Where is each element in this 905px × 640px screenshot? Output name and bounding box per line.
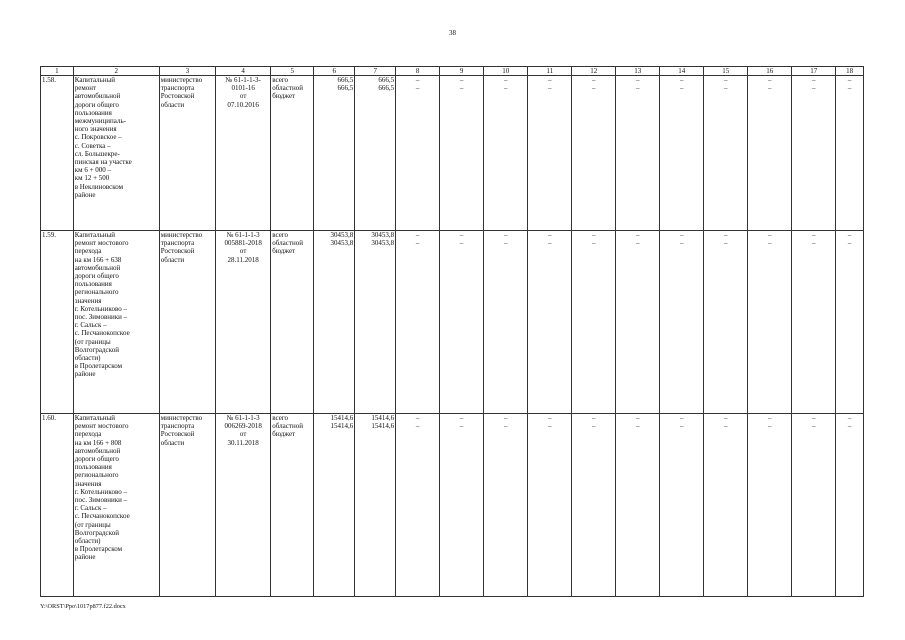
empty-cell: – – [660, 76, 704, 231]
funding-source: всего областной бюджет [271, 414, 314, 597]
empty-cell: – – [572, 231, 616, 414]
empty-cell: – – [616, 76, 660, 231]
funding-source: всего областной бюджет [271, 231, 314, 414]
value-col7: 30453,8 30453,8 [355, 231, 396, 414]
agency: министерство транспорта Ростовской области [159, 414, 215, 597]
object-name: Капитальный ремонт мостового перехода на км 166 + 808 автомобильной дороги общего пользования регионального значения г. Котельниково – пос. Зимовники – г. Сальск – с. Песчанокопское (от границы Волгоградской области) в Пролетарском районе [73, 414, 159, 597]
empty-cell: – – [704, 231, 748, 414]
empty-cell: – – [484, 231, 528, 414]
empty-cell: – – [440, 231, 484, 414]
budget-table [40, 66, 864, 597]
empty-cell: – – [836, 231, 864, 414]
empty-cell: – – [396, 76, 440, 231]
row-number: 1.60. [41, 414, 74, 597]
value-col6: 30453,8 30453,8 [314, 231, 355, 414]
row-number: 1.58. [41, 76, 74, 231]
empty-cell: – – [748, 76, 792, 231]
empty-cell: – – [528, 231, 572, 414]
table-row [41, 231, 864, 414]
header-cell: 2 [73, 67, 159, 76]
header-cell: 15 [704, 67, 748, 76]
empty-cell: – – [660, 414, 704, 597]
row-number: 1.59. [41, 231, 74, 414]
header-cell: 4 [216, 67, 271, 76]
empty-cell: – – [528, 76, 572, 231]
file-path-footer: Y:\ORST\Ppo\1017p877.f22.docx [40, 603, 126, 610]
value-col6: 15414,6 15414,6 [314, 414, 355, 597]
empty-cell: – – [616, 231, 660, 414]
header-row [41, 67, 864, 76]
empty-cell: – – [660, 231, 704, 414]
object-name: Капитальный ремонт мостового перехода на км 166 + 638 автомобильной дороги общего пользования регионального значения г. Котельниково – пос. Зимовники – г. Сальск – с. Песчанокопское (от границы Волгоградской области) в Пролетарском районе [73, 231, 159, 414]
empty-cell: – – [792, 76, 836, 231]
header-cell: 13 [616, 67, 660, 76]
empty-cell: – – [484, 76, 528, 231]
empty-cell: – – [528, 414, 572, 597]
empty-cell: – – [748, 414, 792, 597]
header-cell: 8 [396, 67, 440, 76]
empty-cell: – – [572, 414, 616, 597]
header-cell: 3 [159, 67, 215, 76]
header-cell: 5 [271, 67, 314, 76]
empty-cell: – – [748, 231, 792, 414]
header-cell: 10 [484, 67, 528, 76]
header-cell: 1 [41, 67, 74, 76]
funding-source: всего областной бюджет [271, 76, 314, 231]
empty-cell: – – [836, 414, 864, 597]
document-ref: № 61-1-1-3- 0101-16 от 07.10.2016 [216, 76, 271, 231]
header-cell: 12 [572, 67, 616, 76]
header-cell: 18 [836, 67, 864, 76]
header-cell: 14 [660, 67, 704, 76]
header-cell: 11 [528, 67, 572, 76]
empty-cell: – – [792, 231, 836, 414]
document-ref: № 61-1-1-3 005881-2018 от 28.11.2018 [216, 231, 271, 414]
empty-cell: – – [484, 414, 528, 597]
table-row [41, 76, 864, 231]
header-cell: 7 [355, 67, 396, 76]
agency: министерство транспорта Ростовской области [159, 231, 215, 414]
empty-cell: – – [572, 76, 616, 231]
value-col7: 666,5 666,5 [355, 76, 396, 231]
header-cell: 9 [440, 67, 484, 76]
document-ref: № 61-1-1-3 006269-2018 от 30.11.2018 [216, 414, 271, 597]
empty-cell: – – [704, 76, 748, 231]
empty-cell: – – [396, 414, 440, 597]
empty-cell: – – [792, 414, 836, 597]
empty-cell: – – [616, 414, 660, 597]
value-col7: 15414,6 15414,6 [355, 414, 396, 597]
table-row [41, 414, 864, 597]
page-number: 38 [449, 29, 456, 37]
header-cell: 17 [792, 67, 836, 76]
empty-cell: – – [704, 414, 748, 597]
empty-cell: – – [836, 76, 864, 231]
agency: министерство транспорта Ростовской области [159, 76, 215, 231]
header-cell: 6 [314, 67, 355, 76]
empty-cell: – – [440, 76, 484, 231]
header-cell: 16 [748, 67, 792, 76]
object-name: Капитальный ремонт автомобильной дороги общего пользования межмуниципаль- ного значения с. Покровское – с. Советка – сл. Большекре- пинская на участке км 6 + 000 – км 12 + 500 в Неклиновском районе [73, 76, 159, 231]
empty-cell: – – [440, 414, 484, 597]
value-col6: 666,5 666,5 [314, 76, 355, 231]
empty-cell: – – [396, 231, 440, 414]
